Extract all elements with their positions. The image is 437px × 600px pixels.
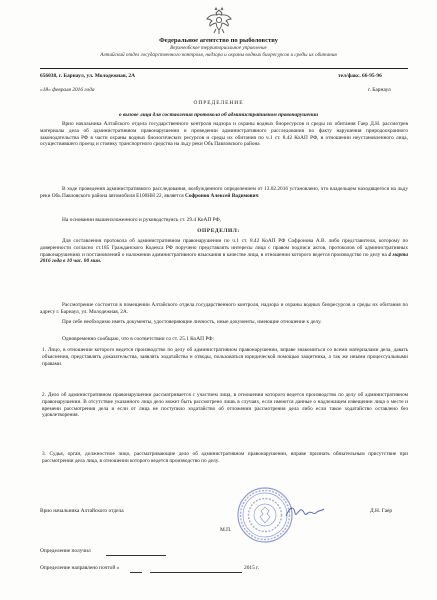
mailed-month-line	[150, 572, 242, 573]
right-item-2	[42, 392, 408, 448]
finding-text: В ходе проведения административного расследования, возбужденного определением от 13.02.2016 установлено, что владельцем находящегося на льду реки Обь Павловского района автомобиля Е100НН 22, является	[40, 186, 408, 199]
right-item-1-text: 1. Лицо, в отношении которого ведется производство по делу об административном правонарушении, вправе знакомиться со всеми материалами дела, давать объяснения, представлять доказательства, заявлять ходатайства и отводы, пользоваться юридической помощью защитника, а так же иными процессуальными правами.	[42, 347, 408, 367]
document-city: г. Барнаул	[368, 87, 391, 93]
legal-basis: На основании вышеизложенного и руководствуясь ст. 29.4 КоАП РФ,	[62, 217, 222, 223]
coat-of-arms-icon	[204, 6, 234, 36]
department-name: Верхнеобское территориальное управление	[170, 45, 267, 51]
received-signature-line	[106, 555, 166, 556]
signatory-name: Д.Н. Гаер	[370, 508, 393, 514]
decision-text: Для составления протокола об административном правонарушении по ч.1 ст. 8.42 КоАП РФ Софронова А.В. либо представителя, которому по доверенности согласно ст.185 Гражданского Кодекса РФ поручено представлять интересы лица с правом подписи актов, протоколов об административных правонарушениях и постановлений о наложении административного взыскания в качестве лица, в отношении которого ведется производство по делу на	[40, 238, 408, 258]
signatory-position: Врио начальника Алтайского отдела	[40, 508, 124, 514]
mailed-year: 2015 г.	[244, 565, 260, 571]
documents-paragraph	[40, 319, 408, 334]
mailed-day-line	[130, 572, 142, 573]
intro-paragraph	[40, 121, 408, 183]
notice-text: Одновременно сообщаю, что в соответствии со ст. 25.1 КоАП РФ:	[62, 336, 214, 342]
decision-paragraph	[40, 238, 408, 300]
review-place-paragraph	[40, 302, 408, 317]
document-date: «18» февраля 2016 года	[40, 87, 95, 93]
right-item-2-text: 2. Дело об административном правонарушении рассматривается с участием лица, в отношении которого ведется производство по делу об административном правонарушении. В отсутствие указанного лица дело может быть рассмотрено лишь в случаях, если имеются данные о надлежащем извещении лица о месте и времени рассмотрения дела и если от лица не поступило ходатайство об отложении рассмотрения дела либо если такое ходатайство оставлено без удовлетворения.	[42, 392, 408, 419]
finding-paragraph	[40, 186, 408, 215]
mailed-label: Определение направлено почтой «	[40, 565, 120, 571]
offender-name: Софронов Алексей Вадимович	[185, 192, 259, 199]
review-place-text: Рассмотрение состоится в помещении Алтайского отдела государственного контроля, надзора и охраны водных биоресурсов и среды их обитания по адресу г. Барнаул, ул. Молодежная, 2А.	[40, 302, 408, 315]
header-divider	[40, 68, 408, 69]
right-item-3-text: 3. Судья, орган, должностное лицо, рассматривающие дело об административном правонарушении, вправе признать обязательным присутствие при рассмотрении дела лица, в отношении которого ведется производство по делу.	[42, 451, 408, 464]
documents-text: При себе необходимо иметь документы, удостоверяющие личность, иные документы, имеющие отношение к делу.	[62, 319, 322, 325]
hearing-date: 4 марта 2016 года в 10 час. 00 мин.	[40, 251, 408, 265]
decision-title: ОПРЕДЕЛИЛ:	[197, 228, 240, 234]
division-name: Алтайский отдел государственного контроля, надзора и охраны водных биоресурсов и среды их обитания	[100, 52, 337, 58]
document-title: ОПРЕДЕЛЕНИЕ	[193, 100, 244, 106]
right-item-1	[42, 347, 408, 389]
intro-text: Врио начальника Алтайского отдела государственного контроля надзора и охраны водных биоресурсов и среды их обитания Гаер Д.Н. рассмотрев материалы дела об административном правонарушении и проведении административного расследования по факту нарушения природоохранного законодательства РФ в части охраны водных биологических ресурсов и среды их обитания по ч.1 ст. 8.42 КоАП РФ, в отношении неустановленного лица, осуществившего проезд и стоянку транспортного средства на льду реки Обь Павловского района	[40, 121, 408, 148]
agency-name: Федеральное агентство по рыболовству	[159, 37, 278, 44]
received-label: Определение получил	[40, 548, 91, 554]
right-item-3	[42, 451, 408, 479]
document-subtitle: о вызове лица для составления протокола об административном правонарушении	[118, 112, 319, 118]
stamp-place-mark: М.П.	[220, 527, 232, 533]
office-address: 656038, г. Барнаул, ул. Молодежная, 2А	[40, 73, 135, 79]
signature-icon	[284, 504, 326, 520]
office-phone: тел/факс. 66-95-96	[338, 73, 382, 79]
